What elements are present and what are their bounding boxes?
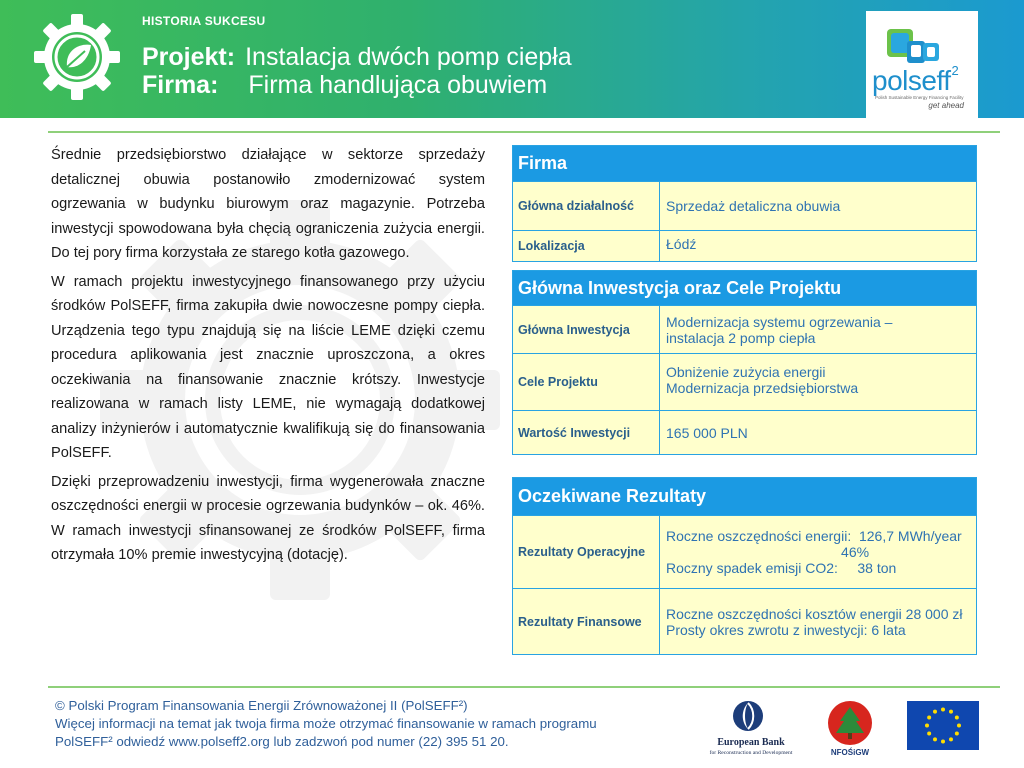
eu-star [927, 716, 931, 720]
company-label: Firma: [142, 71, 219, 99]
story-body [51, 143, 485, 572]
eu-star [955, 732, 959, 736]
row-label: Rezultaty Finansowe [513, 589, 660, 654]
row-value: Sprzedaż detaliczna obuwia [666, 198, 841, 214]
table-row [513, 181, 976, 230]
gear-leaf-icon [30, 14, 124, 100]
eu-star [925, 724, 929, 728]
row-value: 165 000 PLN [666, 424, 748, 441]
bottom-divider [48, 686, 1000, 688]
top-divider [48, 131, 1000, 133]
company-table-title: Firma [513, 146, 976, 181]
results-table-title: Oczekiwane Rezultaty [513, 478, 976, 515]
eu-star [949, 710, 953, 714]
row-value: Obniżenie zużycia energii Modernizacja przedsiębiorstwa [666, 364, 859, 396]
company-line [142, 71, 547, 100]
svg-text:European Bank: European Bank [717, 737, 785, 748]
row-value: Roczne oszczędności kosztów energii 28 000 zł Prosty okres zwrotu z inwestycji: 6 lata [666, 605, 963, 638]
eu-star [949, 737, 953, 741]
eu-star [933, 710, 937, 714]
row-label: Główna działalność [513, 182, 660, 230]
paragraph: Dzięki przeprowadzeniu inwestycji, firma wygenerowała znaczne oszczędności energii w procesie ogrzewania budynków – ok. 46%. W ramach inwestycji sfinansowanej ze środków PolSEFF, firma otrzymała 10% premie inwestycyjną (dotację). [51, 473, 485, 563]
table-row [513, 515, 976, 588]
table-row [513, 410, 976, 454]
polseff-logo [866, 11, 978, 118]
ebrd-logo [696, 700, 806, 758]
row-label: Cele Projektu [513, 354, 660, 410]
row-label: Lokalizacja [513, 231, 660, 261]
investment-table-title: Główna Inwestycja oraz Cele Projektu [513, 271, 976, 305]
project-value: Instalacja dwóch pomp ciepła [245, 43, 572, 71]
eu-star [941, 708, 945, 712]
nfosigw-logo [826, 699, 874, 757]
eu-star [957, 724, 961, 728]
header-banner [0, 0, 1024, 118]
table-row [513, 305, 976, 353]
investment-table [512, 270, 977, 455]
row-label: Rezultaty Operacyjne [513, 516, 660, 588]
footer-line: © Polski Program Finansowania Energii Zrównoważonej II (PolSEFF²) [55, 698, 468, 713]
project-line [142, 43, 572, 72]
footer-info [55, 697, 597, 751]
company-table [512, 145, 977, 262]
project-label: Projekt: [142, 43, 236, 71]
footer-line: Więcej informacji na temat jak twoja firma może otrzymać finansowanie w ramach programu [55, 716, 597, 731]
table-row [513, 230, 976, 261]
paragraph: W ramach projektu inwestycyjnego finansowanego przy użyciu środków PolSEFF, firma zakupiła dwie nowoczesne pompy ciepła. Urządzenia tego typu znajdują się na liście LEME dzięki czemu procedura aplikowania jest znacznie uproszczona, a okres oczekiwania na finansowanie znacznie krótszy. Inwestycje realizowana w ramach listy LEME, nie wymagają dodatkowej analizy inżynierów i automatycznie kwalifikują się do finansowania PolSEFF. [51, 273, 485, 461]
row-label: Główna Inwestycja [513, 306, 660, 353]
polseff-wordmark: polseff$^2$ [872, 63, 959, 96]
eu-flag-icon [907, 701, 979, 750]
svg-text:for Reconstruction and Develop: for Reconstruction and Development [709, 750, 793, 756]
polseff-mark-icon [885, 27, 945, 67]
story-tag: HISTORIA SUKCESU [142, 14, 266, 28]
table-row [513, 353, 976, 410]
footer-line: PolSEFF² odwiedź www.polseff2.org lub zadzwoń pod numer (22) 395 51 20. [55, 734, 509, 749]
results-table [512, 477, 977, 655]
svg-text:NFOŚiGW: NFOŚiGW [830, 748, 870, 757]
row-label: Wartość Inwestycji [513, 411, 660, 454]
polseff-slogan: get ahead [928, 101, 964, 110]
eu-star [927, 732, 931, 736]
table-row [513, 588, 976, 654]
eu-star [941, 740, 945, 744]
paragraph: Średnie przedsiębiorstwo działające w sektorze sprzedaży detalicznej obuwia postanowiło zmodernizować system ogrzewania w budynku biurowym oraz magazynie. Potrzeba inwestycji spowodowana była chęcią ograniczenia zużycia energii. Do tej pory firma korzystała ze starego kotła gazowego. [51, 147, 485, 261]
eu-star [955, 716, 959, 720]
polseff-tagline: Polish Sustainable Energy Financing Facility [875, 95, 964, 100]
row-value: Roczne oszczędności energii: 126,7 MWh/year 46% Roczny spadek emisji CO2: 38 ton [666, 528, 962, 576]
company-value: Firma handlująca obuwiem [248, 71, 548, 99]
eu-star [933, 737, 937, 741]
row-value: Modernizacja systemu ogrzewania – instalacja 2 pomp ciepła [666, 313, 893, 346]
row-value: Łódź [666, 236, 697, 252]
